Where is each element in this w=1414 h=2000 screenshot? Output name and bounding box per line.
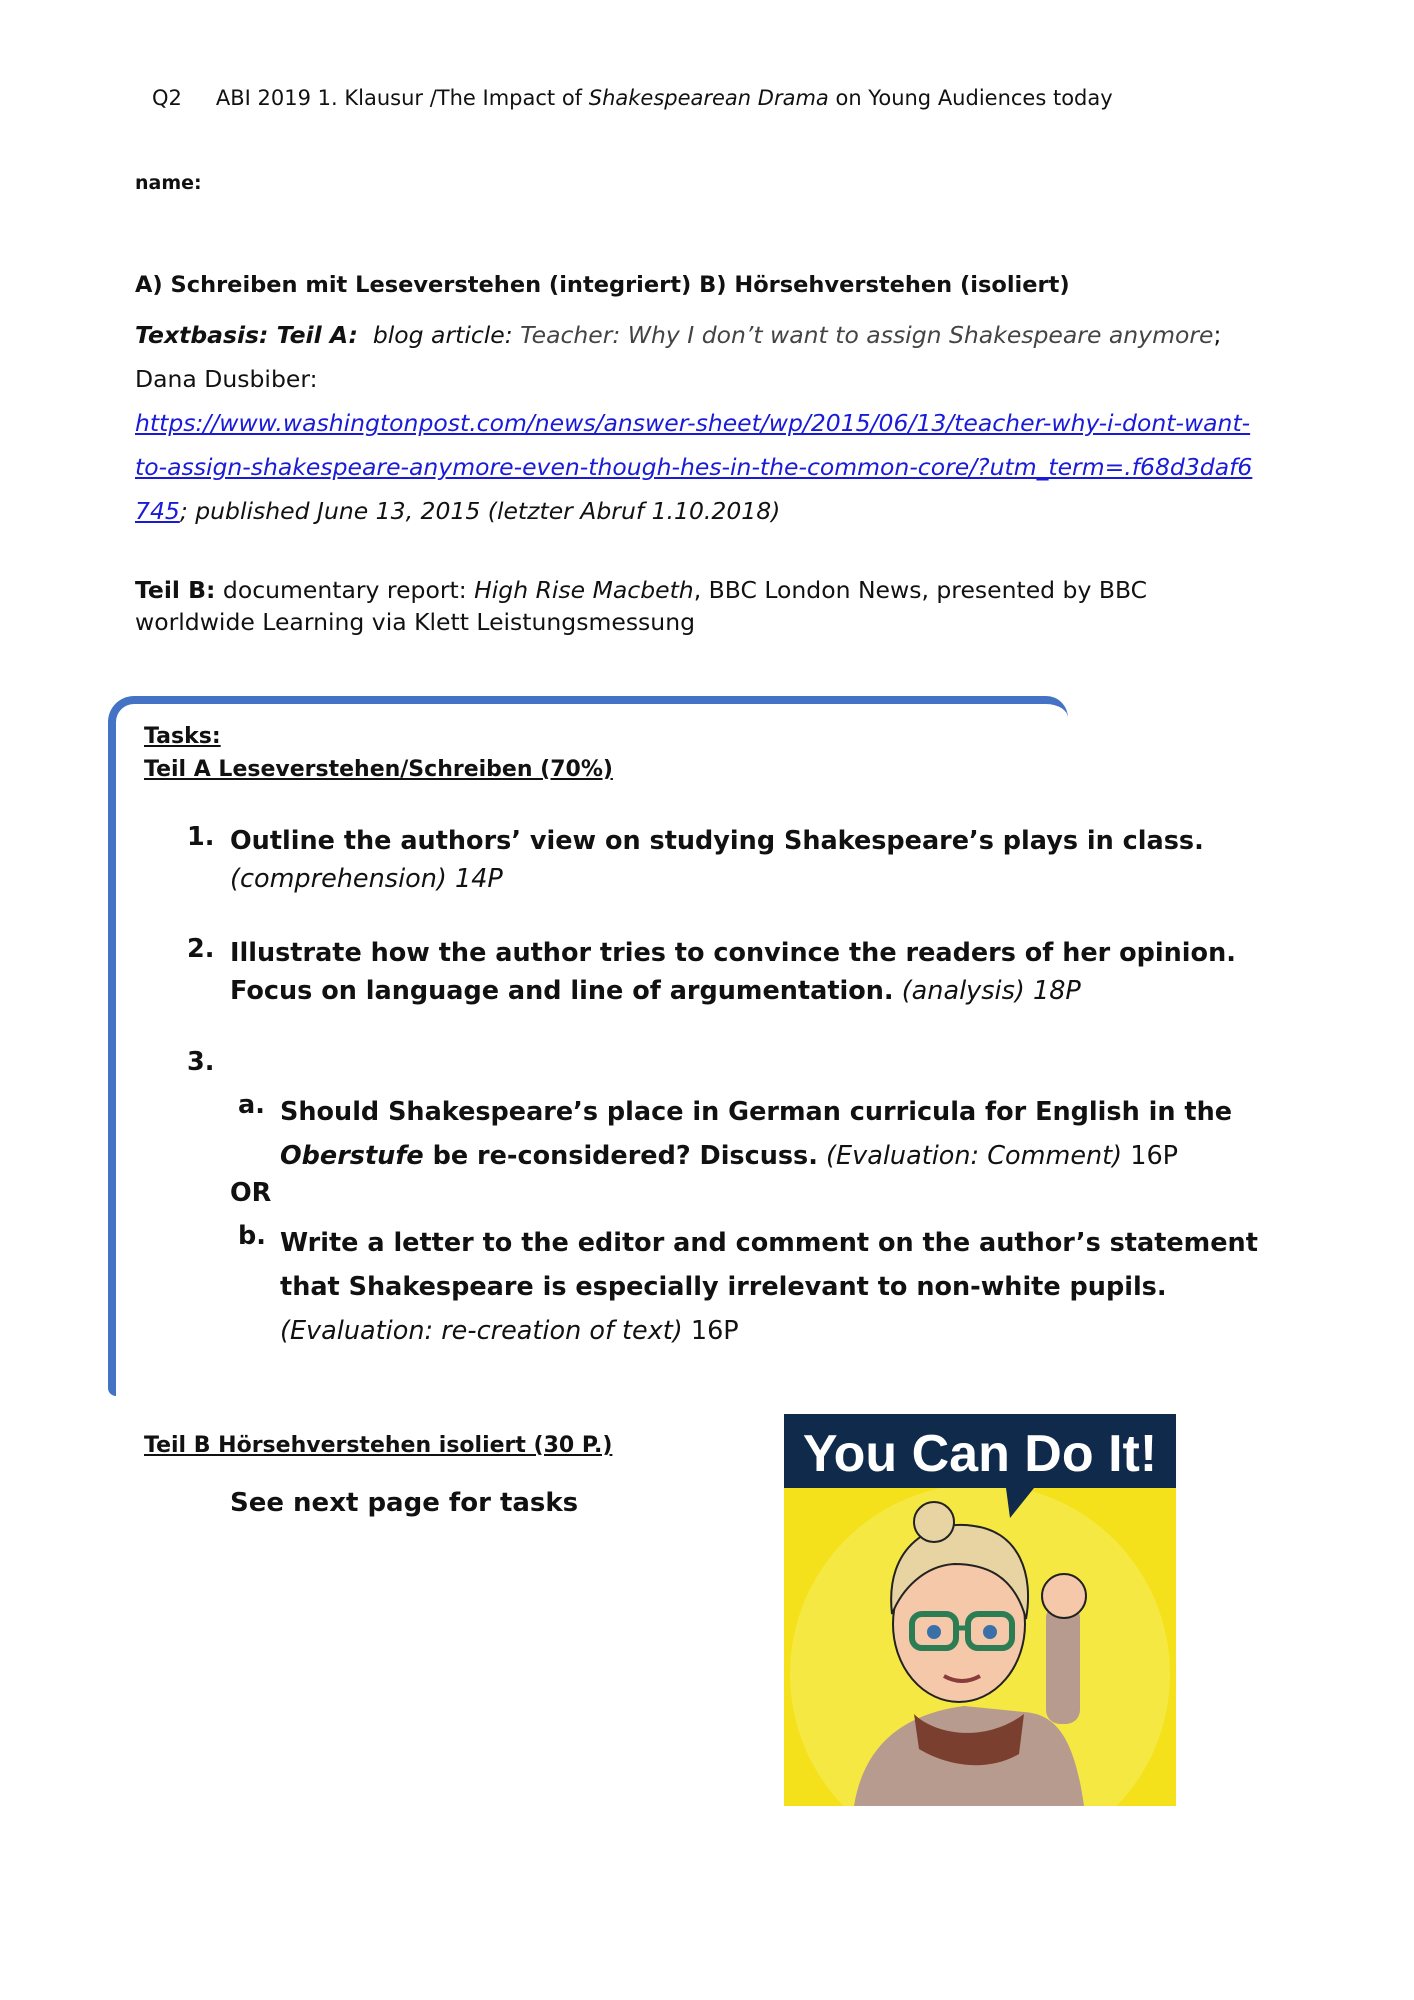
course-code: Q2 (152, 86, 182, 110)
teil-b-source: Teil B: documentary report: High Rise Macbeth, BBC London News, presented by BBC worldwide Learning via Klett Leistungsmessung (135, 576, 1148, 636)
or-separator: OR (230, 1178, 272, 1208)
next-page-note: See next page for tasks (230, 1488, 579, 1518)
task-3-number: 3. (187, 1047, 215, 1077)
article-author: ; Dana Dusbiber: (135, 321, 1222, 393)
textbasis (135, 313, 1255, 533)
motivation-poster (784, 1414, 1176, 1806)
task-1: Outline the authors’ view on studying Shakespeare’s plays in class. (comprehension) 14P (230, 826, 1204, 894)
task-1-number: 1. (187, 822, 215, 852)
teil-b-title: Teil B Hörsehverstehen isoliert (30 P.) (144, 1433, 613, 1458)
section-heading: A) Schreiben mit Leseverstehen (integriert) B) Hörsehverstehen (isoliert) (135, 272, 1070, 298)
task-3b-number: b. (238, 1221, 266, 1251)
task-2-number: 2. (187, 934, 215, 964)
task-3b: Write a letter to the editor and comment on the author’s statement that Shakespeare is especially irrelevant to non-white pupils. (Evaluation: re-creation of text) 16P (280, 1228, 1258, 1346)
textbasis-label: Textbasis: Teil A: (135, 321, 358, 349)
task-3a: Should Shakespeare’s place in German curricula for English in the Oberstufe be re-considered? Discuss. (Evaluation: Comment) 16P (280, 1097, 1233, 1171)
tasks-title: Tasks: (144, 724, 221, 749)
text-type: blog article: (372, 321, 513, 349)
task-2: Illustrate how the author tries to convince the readers of her opinion. Focus on language and line of argumentation. (analysis) 18P (230, 938, 1236, 1006)
name-label: name: (135, 172, 202, 194)
report-title: High Rise Macbeth (474, 576, 694, 604)
task-3a-number: a. (238, 1090, 265, 1120)
page-header (152, 86, 1113, 110)
poster-text: You Can Do It! (802, 1425, 1158, 1483)
teil-a-title: Teil A Leseverstehen/Schreiben (70%) (144, 757, 613, 782)
published-note: ; published June 13, 2015 (letzter Abruf 1.10.2018) (179, 497, 781, 525)
article-title: Teacher: Why I don’t want to assign Shakespeare anymore (520, 321, 1214, 349)
exam-title: ABI 2019 1. Klausur /The Impact of Shakespearean Drama on Young Audiences today (215, 86, 1113, 110)
teil-b-label: Teil B: (135, 576, 216, 604)
article-link[interactable]: https://www.washingtonpost.com/news/answer-sheet/wp/2015/06/13/teacher-why-i-dont-want-to-assign-shakespeare-anymore-even-though-hes-in-the-common-core/?utm_term=.f68d3daf6745 (135, 409, 1253, 525)
